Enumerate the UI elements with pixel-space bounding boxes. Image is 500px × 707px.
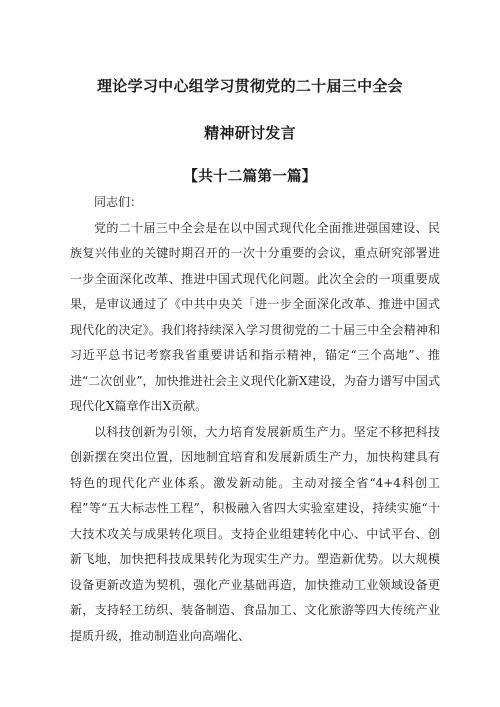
document-body (70, 190, 440, 649)
paragraph-2: 以科技创新为引领，大力培育发展新质生产力。坚定不移把科技创新摆在突出位置，因地制宜培育和发展新质生产力，加快构建具有特色的现代化产业体系。激发新动能。主动对接全省“4+4科创工程”等“五大标志性工程”，积极融入省四大实验室建设，持续实施“十大技术攻关与成果转化项目。支持企业组建转化中心、中试平台、创新飞地，加快把科技成果转化为现实生产力。塑造新优势。以大规模设备更新改造为契机，强化产业基础再造，加快推动工业领域设备更新，支持轻工纺织、装备制造、食品加工、文化旅游等四大传统产业提质升级，推动制造业向高端化、 (70, 424, 440, 643)
document-title-line-1: 理论学习中心组学习贯彻党的二十届三中全会 (96, 77, 403, 95)
paragraph-1: 党的二十届三中全会是在以中国式现代化全面推进强国建设、民族复兴伟业的关键时期召开的一次十分重要的会议，重点研究部署进一步全面深化改革、推进中国式现代化问题。此次全会的一项重要成果，是审议通过了《中共中央关「进一步全面深化改革、推进中国式现代化的决定》。我们将持续深入学习贯彻党的二十届三中全会精神和习近平总书记考察我省重要讲话和指示精神，锚定“三个高地”、推进“二次创业”，加快推进社会主义现代化新X建设，为奋力谱写中国式现代化X篇章作出X贡献。 (70, 220, 440, 413)
salutation: 同志们： (94, 195, 143, 209)
document-title-line-2: 精神研讨发言 (204, 124, 296, 142)
document-subtitle: 【共十二篇第一篇】 (183, 169, 317, 185)
